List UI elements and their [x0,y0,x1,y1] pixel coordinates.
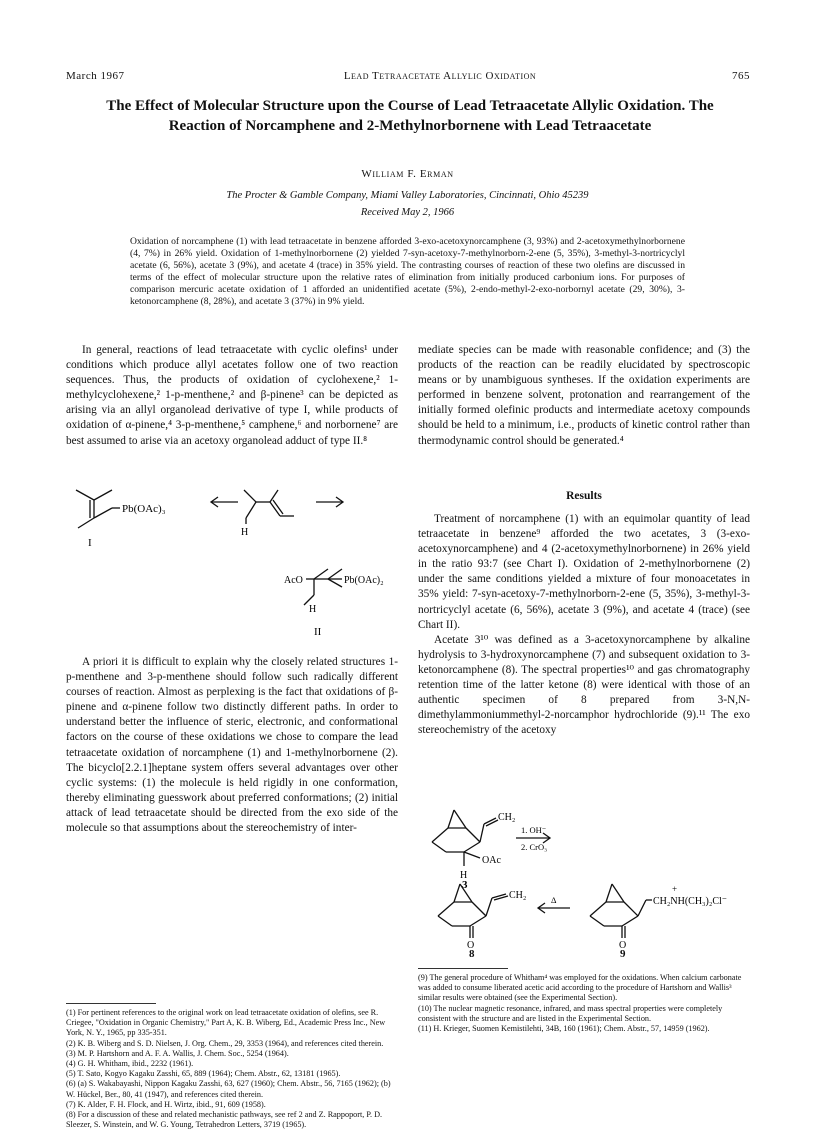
footnotes-left [66,1008,398,1130]
left-column-intro [66,343,398,449]
results-heading: Results [566,490,602,502]
label-9: 9 [620,948,626,960]
received-date: Received May 2, 1966 [360,207,455,218]
author-name: William F. Erman [361,168,454,180]
ch2-label: CH₂ [498,812,516,823]
intro-paragraph-2: A priori it is difficult to explain why the closely related structures 1-p-menthene and 3-p-menthene should follow such radically different courses of reaction. Almost as perplexing is the fact that oxidations of β-pinene and α-pinene follow two distinctly different paths. In order to understand better the influence of steric, electronic, and conformational factors on the course of these oxidations we chose to compare the lead tetraacetate oxidation of norcamphene (1) and 1-methylnorbornene (2). The bicyclo[2.2.1]heptane system offers several advantages over other cyclic systems: (1) the molecule is held rigidly in one conformation, thereby eliminating guesswork about preferred conformations; (2) initial attack of lead tetraacetate should be directed from the exo side of the molecule so that assumptions about the stereochemistry of inter- [66,656,398,835]
h-label-3: H [460,870,468,881]
pb-oac3-label: Pb(OAc)₃ [122,503,166,515]
h-label-2: H [309,604,317,615]
step-2-label: 2. CrO₃ [521,842,548,852]
o-label-9: O [619,940,627,951]
right-column-top [418,343,750,449]
structure-3-scheme [420,800,750,890]
footnote-rule-right [418,968,508,969]
footnote: (1) For pertinent references to the original work on lead tetraacetate oxidation of olefins, see R. Criegee, "Oxidation in Organic Chemistry," Part A, K. B. Wiberg, Ed., Academic Press Inc., New York, N. Y., 1965, pp 335-351. [66,1008,386,1038]
running-header-date: March 1967 [66,70,125,82]
footnote: (2) K. B. Wiberg and S. D. Nielsen, J. Org. Chem., 29, 3353 (1964), and references cited therein. [66,1038,384,1048]
intro-paragraph-1: In general, reactions of lead tetraacetate with cyclic olefins¹ under conditions which produce allyl acetates follow one of two reaction sequences. Thus, the products of oxidation of cyclohexene,² 1-methylcyclohexene,² 1-p-menthene,² and β-pinene³ can be depicted as arising via an allyl organolead derivative of type I, while products of oxidation of α-pinene,⁴ 3-p-menthene,⁵ camphene,⁶ and norbornene⁷ are best assumed to arise via an acetoxy organolead adduct of type II.⁸ [66,344,398,447]
footnote: (6) (a) S. Wakabayashi, Nippon Kagaku Zasshi, 63, 627 (1960); Chem. Abstr., 56, 7165 (1962); (b) W. Hückel, Ber., 80, 41 (1947), and references cited therein. [66,1079,391,1099]
structures-8-9 [430,878,750,956]
o-label-8: O [467,940,475,951]
plus-sign: + [672,884,678,894]
footnote: (3) M. P. Hartshorn and A. F. A. Wallis, J. Chem. Soc., 5254 (1964). [66,1048,289,1058]
structure-II [280,565,400,640]
running-header-title: Lead Tetraacetate Allylic Oxidation [343,70,537,82]
ch2-label-8: CH₂ [509,890,527,901]
footnote: (5) T. Sato, Kogyo Kagaku Zasshi, 65, 889 (1964); Chem. Abstr., 62, 13181 (1965). [66,1069,341,1079]
footnote-rule-left [66,1003,156,1004]
aco-label: AcO [284,575,303,586]
affiliation: The Procter & Gamble Company, Miami Valley Laboratories, Cincinnati, Ohio 45239 [226,190,589,201]
footnotes-right [418,973,750,1034]
label-3: 3 [462,879,468,891]
label-8: 8 [469,948,475,960]
footnote: (9) The general procedure of Whitham⁴ was employed for the oxidations. When calcium carbonate was added to consume liberated acetic acid according to the procedure of Hartshorn and Wallis³ similar results were obtained (see the Experimental Section). [418,973,742,1003]
right-column-results [418,512,750,738]
label-II: II [314,626,322,638]
footnote: (8) For a discussion of these and related mechanistic pathways, see ref 2 and Z. Rappoport, P. D. Sleezer, S. Winstein, and W. G. Young, Tetrahedron Letters, 3719 (1965). [66,1110,383,1130]
article-title: The Effect of Molecular Structure upon the Course of Lead Tetraacetate Allylic Oxidation. The Reaction of Norcamphene and 2-Methylnorbornene with Lead Tetraacetate [106,98,714,134]
step-1-label: 1. OH⁻ [521,825,547,835]
footnote: (10) The nuclear magnetic resonance, infrared, and mass spectral properties were completely consistent with the structure and are listed in the Experimental Section. [418,1003,723,1023]
footnote: (11) H. Krieger, Suomen Kemistilehti, 34B, 160 (1961); Chem. Abstr., 57, 14959 (1962). [418,1024,710,1034]
pb-oac2-label: Pb(OAc)₂ [344,575,384,586]
footnote: (7) K. Alder, F. H. Flock, and H. Wirtz, ibid., 91, 609 (1958). [66,1099,266,1109]
oac-label: OAc [482,855,501,866]
abstract: Oxidation of norcamphene (1) with lead tetraacetate in benzene afforded 3-exo-acetoxynorcamphene (3, 93%) and 2-acetoxymethylnorbornene (4, 7%) in 26% yield. Oxidation of 1-methylnorbornene (2) yielded 7-syn-acetoxy-7-methylnorborn-2-ene (5, 35%), 3-methyl-3-nortricyclyl acetate (6, 56%), acetate 3 (9%), and acetate 4 (trace) in 35% yield. The contrasting courses of reaction of these two olefins are discussed in terms of the effect of molecular structure upon the relative rates of elimination from initially produced carbonium ions. For purposes of comparison mercuric acetate oxidation of 1 afforded an unidentified acetate (5%), 2-endo-methyl-2-exo-norbornyl acetate (29, 30%), 3-ketonorcamphene (8, 28%), and acetate 3 (37%) in 9% yield. [130,236,685,308]
label-I: I [88,537,92,549]
delta-label: Δ [551,895,557,905]
right-paragraph-1: mediate species can be made with reasonable confidence; and (3) the products of the reaction can be readily elucidated by spectroscopic means or by unambiguous syntheses. If the oxidation experiments are performed in benzene solvent, protonation and rearrangement of the initially formed olefinic products and intermediate acetoxy compounds should be held to a minimum, i.e., products of kinetic control rather than thermodynamic control should be generated.⁴ [418,344,750,447]
results-paragraph-1: Treatment of norcamphene (1) with an equimolar quantity of lead tetraacetate in benzene⁹ afforded the two acetates, 3 (3-exo-acetoxynorcamphene) and 4 (2-acetoxymethylnorbornene) in 26% yield in the ratio 93:7 (see Chart I). Oxidation of 2-methylnorbornene (2) under the same conditions yielded a mixture of four monoacetates in 35% yield: 7-syn-acetoxy-7-methylnorborn-2-ene (5, 35%), 3-methyl-3-nortricyclyl acetate (6, 56%), acetate 3 (9%), and acetate 4 (trace) (see Chart II). [418,513,750,631]
page-number: 765 [732,70,750,82]
footnote: (4) G. H. Whitham, ibid., 2232 (1961). [66,1059,194,1069]
structure-I [66,480,396,550]
results-paragraph-2: Acetate 3¹⁰ was defined as a 3-acetoxynorcamphene by alkaline hydrolysis to 3-hydroxynorcamphene (7) and subsequent oxidation to 3-ketonorcamphene (8). The spectral properties¹⁰ and gas chromatography retention time of the latter ketone (8) were identical with those of an authentic specimen of 8 prepared from 3-N,N-dimethylammoniummethyl-2-norcamphor hydrochloride (9).¹¹ The exo stereochemistry of the acetoxy [418,633,750,737]
amine-label: CH₂NH(CH₃)₂Cl⁻ [653,896,728,907]
h-label-1: H [241,527,249,538]
left-column-body [66,655,398,836]
